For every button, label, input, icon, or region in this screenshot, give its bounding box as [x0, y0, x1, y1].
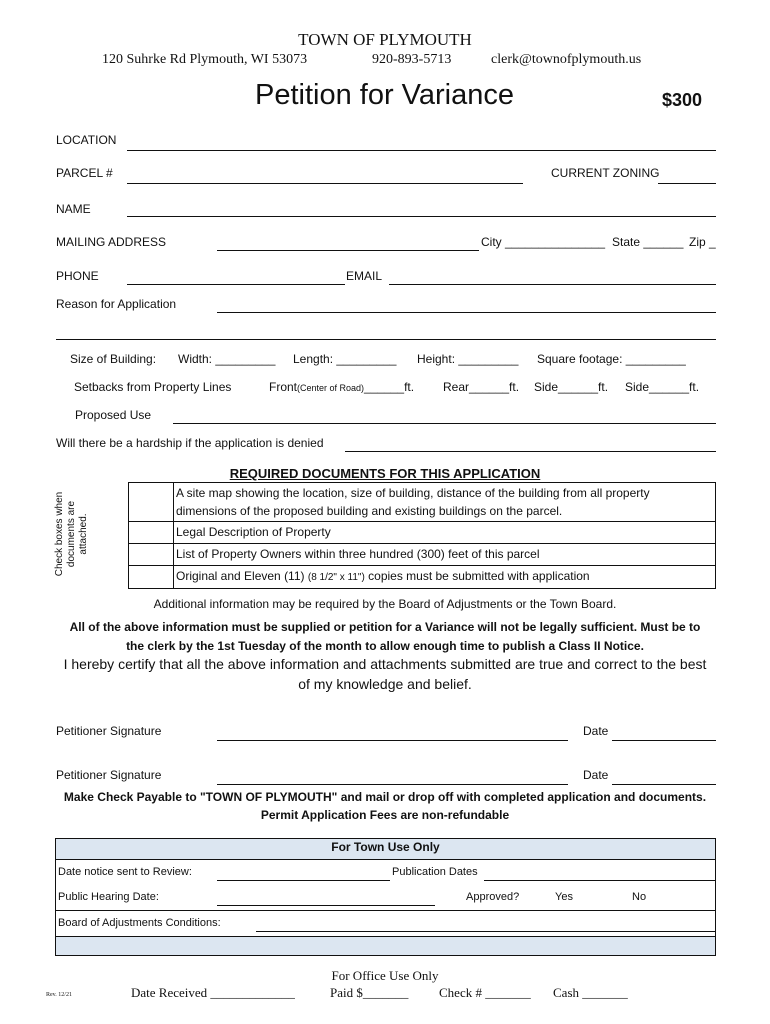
length-field[interactable]: Length: _________: [293, 352, 397, 366]
copies-text-start: Original and Eleven (11): [176, 569, 308, 583]
required-row-legal: [129, 522, 716, 544]
copies-size-note: (8 1/2" x 11"): [307, 572, 365, 583]
name-input[interactable]: [127, 216, 716, 217]
reason-input-line-1[interactable]: [217, 312, 716, 313]
front-note: (Center of Road): [297, 383, 365, 393]
warning-line-1: All of the above information must be supplied or petition for a Variance will not be legally sufficient. Must be to: [69, 620, 701, 634]
mailing-address-input[interactable]: [217, 250, 479, 251]
town-use-heading: For Town Use Only: [331, 840, 440, 854]
town-name: TOWN OF PLYMOUTH: [298, 30, 472, 49]
copies-checkbox[interactable]: [129, 566, 174, 589]
approved-no-option[interactable]: No: [632, 891, 647, 903]
approved-label: Approved?: [466, 891, 520, 903]
state-field[interactable]: State ______: [612, 235, 684, 249]
paid-field[interactable]: Paid $_______: [330, 985, 409, 1000]
check-payable-note: Make Check Payable to "TOWN OF PLYMOUTH" and mail or drop off with completed application and documents.: [63, 790, 707, 804]
name-label: NAME: [56, 202, 91, 216]
check-boxes-note: Check boxes when documents are attached.: [54, 491, 89, 577]
email-input[interactable]: [389, 284, 716, 285]
required-row-site-map: [129, 483, 716, 522]
phone-input[interactable]: [127, 284, 345, 285]
town-use-row-1: [56, 859, 715, 886]
office-use-heading: For Office Use Only: [331, 968, 439, 983]
height-field[interactable]: Height: _________: [417, 352, 519, 366]
date-label-2: Date: [583, 768, 609, 782]
required-row-copies: [129, 566, 716, 589]
town-email: clerk@townofplymouth.us: [491, 52, 642, 67]
cash-field[interactable]: Cash _______: [553, 985, 628, 1000]
certify-line-2: of my knowledge and belief.: [298, 676, 472, 692]
town-phone: 920-893-5713: [372, 52, 452, 67]
rear-setback-field[interactable]: Rear______ft.: [443, 380, 520, 394]
petitioner-signature-input-2[interactable]: [217, 784, 568, 785]
date-received-field[interactable]: Date Received _____________: [131, 985, 295, 1000]
approved-yes-option[interactable]: Yes: [555, 891, 573, 903]
width-field[interactable]: Width: _________: [178, 352, 276, 366]
required-documents-heading: REQUIRED DOCUMENTS FOR THIS APPLICATION: [229, 466, 541, 481]
date-notice-input[interactable]: [217, 880, 390, 881]
required-row-owners: [129, 544, 716, 566]
location-label: LOCATION: [56, 133, 117, 147]
phone-label: PHONE: [56, 269, 99, 283]
location-input[interactable]: [127, 150, 716, 151]
zip-field[interactable]: Zip _: [689, 235, 716, 249]
reason-input-line-2[interactable]: [56, 339, 716, 340]
fee-amount: $300: [662, 90, 703, 110]
property-owners-text: List of Property Owners within three hundred (300) feet of this parcel: [174, 544, 716, 566]
page-title: Petition for Variance: [255, 79, 514, 111]
mailing-address-label: MAILING ADDRESS: [56, 235, 167, 249]
setbacks-label: Setbacks from Property Lines: [74, 380, 232, 394]
front-blank: ______ft.: [364, 380, 415, 394]
site-map-checkbox[interactable]: [129, 483, 174, 522]
town-use-box: [55, 838, 716, 956]
date-input-1[interactable]: [612, 740, 716, 741]
check-number-field[interactable]: Check # _______: [439, 985, 531, 1000]
date-input-2[interactable]: [612, 784, 716, 785]
size-of-building-label: Size of Building:: [70, 352, 157, 366]
copies-text: [174, 566, 716, 589]
side-setback-field-1[interactable]: Side______ft.: [534, 380, 609, 394]
site-map-text: A site map showing the location, size of building, distance of the building from all property dimensions of the proposed building and existing buildings on the parcel.: [174, 483, 716, 522]
non-refundable-note: Permit Application Fees are non-refundable: [260, 808, 510, 822]
front-label: Front: [269, 380, 298, 394]
legal-description-checkbox[interactable]: [129, 522, 174, 544]
board-conditions-input[interactable]: [256, 931, 715, 932]
town-address: 120 Suhrke Rd Plymouth, WI 53073: [102, 52, 308, 67]
town-use-row-2: [56, 885, 715, 911]
city-field[interactable]: City _______________: [481, 235, 606, 249]
proposed-use-label: Proposed Use: [75, 408, 152, 422]
certify-line-1: I hereby certify that all the above information and attachments submitted are true and correct to the best: [63, 656, 707, 672]
publication-dates-label: Publication Dates: [392, 866, 478, 878]
parcel-input[interactable]: [127, 183, 523, 184]
hardship-label: Will there be a hardship if the application is denied: [56, 436, 324, 450]
public-hearing-label: Public Hearing Date:: [58, 891, 159, 903]
additional-info-note: Additional information may be required by the Board of Adjustments or the Town Board.: [153, 597, 617, 611]
property-owners-checkbox[interactable]: [129, 544, 174, 566]
proposed-use-input[interactable]: [173, 423, 716, 424]
date-label-1: Date: [583, 724, 609, 738]
side-setback-field-2[interactable]: Side______ft.: [625, 380, 700, 394]
front-setback-field[interactable]: [269, 380, 414, 394]
petitioner-signature-label-1: Petitioner Signature: [56, 724, 162, 738]
date-notice-label: Date notice sent to Review:: [58, 866, 192, 878]
warning-line-2: the clerk by the 1st Tuesday of the month to allow enough time to publish a Class II Notice.: [126, 639, 644, 653]
parcel-label: PARCEL #: [56, 166, 113, 180]
current-zoning-input[interactable]: [658, 183, 716, 184]
petitioner-signature-input-1[interactable]: [217, 740, 568, 741]
required-documents-table: [128, 482, 716, 589]
public-hearing-input[interactable]: [217, 905, 435, 906]
board-conditions-label: Board of Adjustments Conditions:: [58, 917, 221, 929]
current-zoning-label: CURRENT ZONING: [551, 166, 660, 180]
petitioner-signature-label-2: Petitioner Signature: [56, 768, 162, 782]
reason-label: Reason for Application: [56, 297, 177, 311]
publication-dates-input[interactable]: [484, 880, 715, 881]
hardship-input[interactable]: [345, 451, 716, 452]
email-label: EMAIL: [346, 269, 383, 283]
town-use-row-3: [56, 911, 715, 937]
revision-note: Rev. 12/21: [46, 992, 72, 998]
legal-description-text: Legal Description of Property: [174, 522, 716, 544]
copies-text-end: copies must be submitted with application: [364, 569, 590, 583]
square-footage-field[interactable]: Square footage: _________: [537, 352, 686, 366]
